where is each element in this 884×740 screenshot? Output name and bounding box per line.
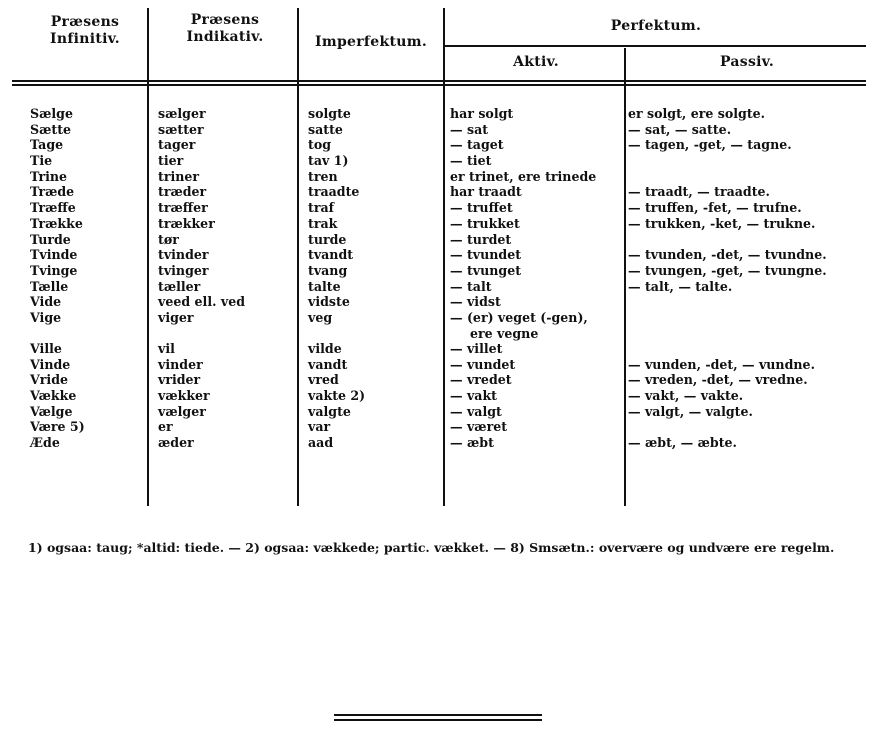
cell-imperfektum: talte [308,278,341,294]
cell-imperfektum: valgte [308,403,351,419]
cell-infinitiv: Træde [30,184,75,200]
table-row [0,106,884,122]
cell-indikativ: tæller [158,278,201,294]
cell-indikativ: æder [158,435,194,451]
footnote: 1) ogsaa: taug; *altid: tiede. — 2) ogsaa: vækkede; partic. vækket. — 8) Smsætn.: overvære og undvære ere regelm. [28,540,835,555]
cell-aktiv: — vakt [450,388,497,403]
cell-indikativ: er [158,419,173,435]
cell-infinitiv: Vige [30,309,62,325]
cell-infinitiv: Tie [30,153,53,169]
cell-infinitiv: Sætte [30,121,72,137]
cell-aktiv: — tiet [450,153,492,169]
header-perfektum: Perfektum. [610,18,702,34]
cell-indikativ: træder [158,184,207,200]
cell-passiv: — trukken, -ket, — trukne. [628,215,816,231]
table-row [0,388,884,404]
cell-indikativ: vækker [158,388,210,403]
cell-imperfektum: tog [308,137,332,153]
cell-aktiv: — vredet [450,372,512,388]
header-imperfektum: Imperfektum. [315,34,427,50]
cell-infinitiv: Trække [30,215,83,231]
cell-passiv: — valgt, — valgte. [628,403,753,419]
cell-aktiv: — truffet [450,200,513,216]
cell-passiv: — talt, — talte. [628,278,733,294]
cell-indikativ: tvinder [158,247,209,263]
cell-indikativ: tier [158,153,184,169]
table-row [0,184,884,200]
table-row [0,153,884,169]
cell-infinitiv: Vække [30,388,77,403]
table-row [0,200,884,216]
table-row [0,419,884,435]
header-indikativ [160,12,290,46]
table-row [0,169,884,185]
cell-passiv: — æbt, — æbte. [628,435,737,451]
table-row [0,232,884,248]
cell-indikativ: sælger [158,106,206,121]
table-row [0,279,884,295]
cell-passiv: — traadt, — traadte. [628,184,770,200]
cell-aktiv: — æbt [450,435,494,451]
header-rule-top [12,80,866,82]
table-row [0,294,884,310]
cell-indikativ: træffer [158,200,208,216]
cell-aktiv-line2: ere vegne [470,325,539,341]
bottom-rule-top [334,714,542,716]
cell-imperfektum: var [308,419,331,435]
cell-passiv: — vunden, -det, — vundne. [628,356,815,372]
header-passiv: Passiv. [719,54,774,70]
cell-imperfektum: veg [308,309,333,325]
cell-passiv: — truffen, -fet, — trufne. [628,200,802,216]
cell-imperfektum: tren [308,168,338,184]
table-row [0,137,884,153]
table-row [0,357,884,373]
cell-infinitiv: Turde [30,231,71,247]
cell-infinitiv: Være 5) [30,419,85,435]
cell-imperfektum: solgte [308,106,351,121]
cell-passiv: — vakt, — vakte. [628,388,744,403]
perfektum-underline [444,45,866,47]
cell-passiv: — tvunden, -det, — tvundne. [628,247,827,263]
cell-imperfektum: satte [308,121,343,137]
cell-infinitiv: Træffe [30,200,76,216]
cell-indikativ: tør [158,231,179,247]
header-infinitiv-line2: Infinitiv. [50,31,120,47]
table-row [0,341,884,357]
table-row [0,247,884,263]
cell-infinitiv: Tælle [30,278,69,294]
header-aktiv: Aktiv. [513,54,559,70]
cell-infinitiv: Vælge [30,403,73,419]
cell-imperfektum: tav 1) [308,153,349,169]
cell-imperfektum: trak [308,215,338,231]
cell-aktiv: — trukket [450,215,520,231]
cell-aktiv: — villet [450,340,503,356]
table-row [0,310,884,341]
cell-imperfektum: vakte 2) [308,388,366,403]
cell-indikativ: vælger [158,403,206,419]
cell-aktiv: — tvundet [450,247,522,263]
cell-infinitiv: Vride [30,372,69,388]
cell-imperfektum: aad [308,435,334,451]
table-row [0,372,884,388]
cell-indikativ: tvinger [158,262,209,278]
cell-passiv: — tvungen, -get, — tvungne. [628,262,827,278]
cell-passiv: — tagen, -get, — tagne. [628,137,792,153]
table-row [0,435,884,451]
cell-aktiv: har solgt [450,106,514,121]
cell-infinitiv: Tage [30,137,64,153]
cell-aktiv: har traadt [450,184,522,200]
cell-aktiv: — turdet [450,231,512,247]
cell-indikativ: veed ell. ved [158,294,246,310]
cell-infinitiv: Tvinge [30,262,78,278]
cell-aktiv: er trinet, ere trinede [450,168,597,184]
header-indikativ-line1: Præsens [190,12,260,28]
table-body [0,106,884,451]
header-rule-bottom [12,84,866,86]
table-row [0,216,884,232]
cell-indikativ: tager [158,137,196,153]
cell-indikativ: trækker [158,215,215,231]
cell-aktiv: — tvunget [450,262,522,278]
cell-infinitiv: Trine [30,168,68,184]
header-infinitiv-line1: Præsens [50,14,120,30]
cell-infinitiv: Æde [30,435,60,451]
cell-indikativ: sætter [158,121,204,137]
cell-aktiv: — talt [450,278,492,294]
cell-imperfektum: tvang [308,262,348,278]
cell-imperfektum: traadte [308,184,360,200]
cell-aktiv [450,310,588,341]
cell-aktiv-line1: — (er) veget (-gen), [450,309,588,325]
cell-imperfektum: vidste [308,294,350,310]
cell-aktiv: — valgt [450,403,502,419]
header-infinitiv [30,14,140,48]
cell-imperfektum: vred [308,372,339,388]
table-row [0,263,884,279]
cell-imperfektum: turde [308,231,347,247]
cell-infinitiv: Tvinde [30,247,78,263]
cell-imperfektum: tvandt [308,247,354,263]
cell-aktiv: — vidst [450,294,501,310]
cell-aktiv: — været [450,419,508,435]
cell-passiv: — sat, — satte. [628,121,732,137]
bottom-rule-bottom [334,719,542,721]
cell-infinitiv: Vinde [30,356,71,372]
cell-passiv: er solgt, ere solgte. [628,106,766,121]
cell-imperfektum: vilde [308,340,342,356]
table-row [0,122,884,138]
header-indikativ-line2: Indikativ. [186,29,264,45]
table-row [0,404,884,420]
cell-aktiv: — vundet [450,356,516,372]
cell-imperfektum: traf [308,200,335,216]
cell-passiv: — vreden, -det, — vredne. [628,372,808,388]
cell-indikativ: vrider [158,372,201,388]
cell-indikativ: vil [158,340,175,356]
cell-indikativ: vinder [158,356,203,372]
cell-indikativ: viger [158,309,194,325]
cell-infinitiv: Sælge [30,106,73,121]
cell-infinitiv: Vide [30,294,62,310]
cell-aktiv: — sat [450,121,489,137]
cell-infinitiv: Ville [30,340,62,356]
cell-aktiv: — taget [450,137,504,153]
cell-imperfektum: vandt [308,356,348,372]
cell-indikativ: triner [158,168,200,184]
